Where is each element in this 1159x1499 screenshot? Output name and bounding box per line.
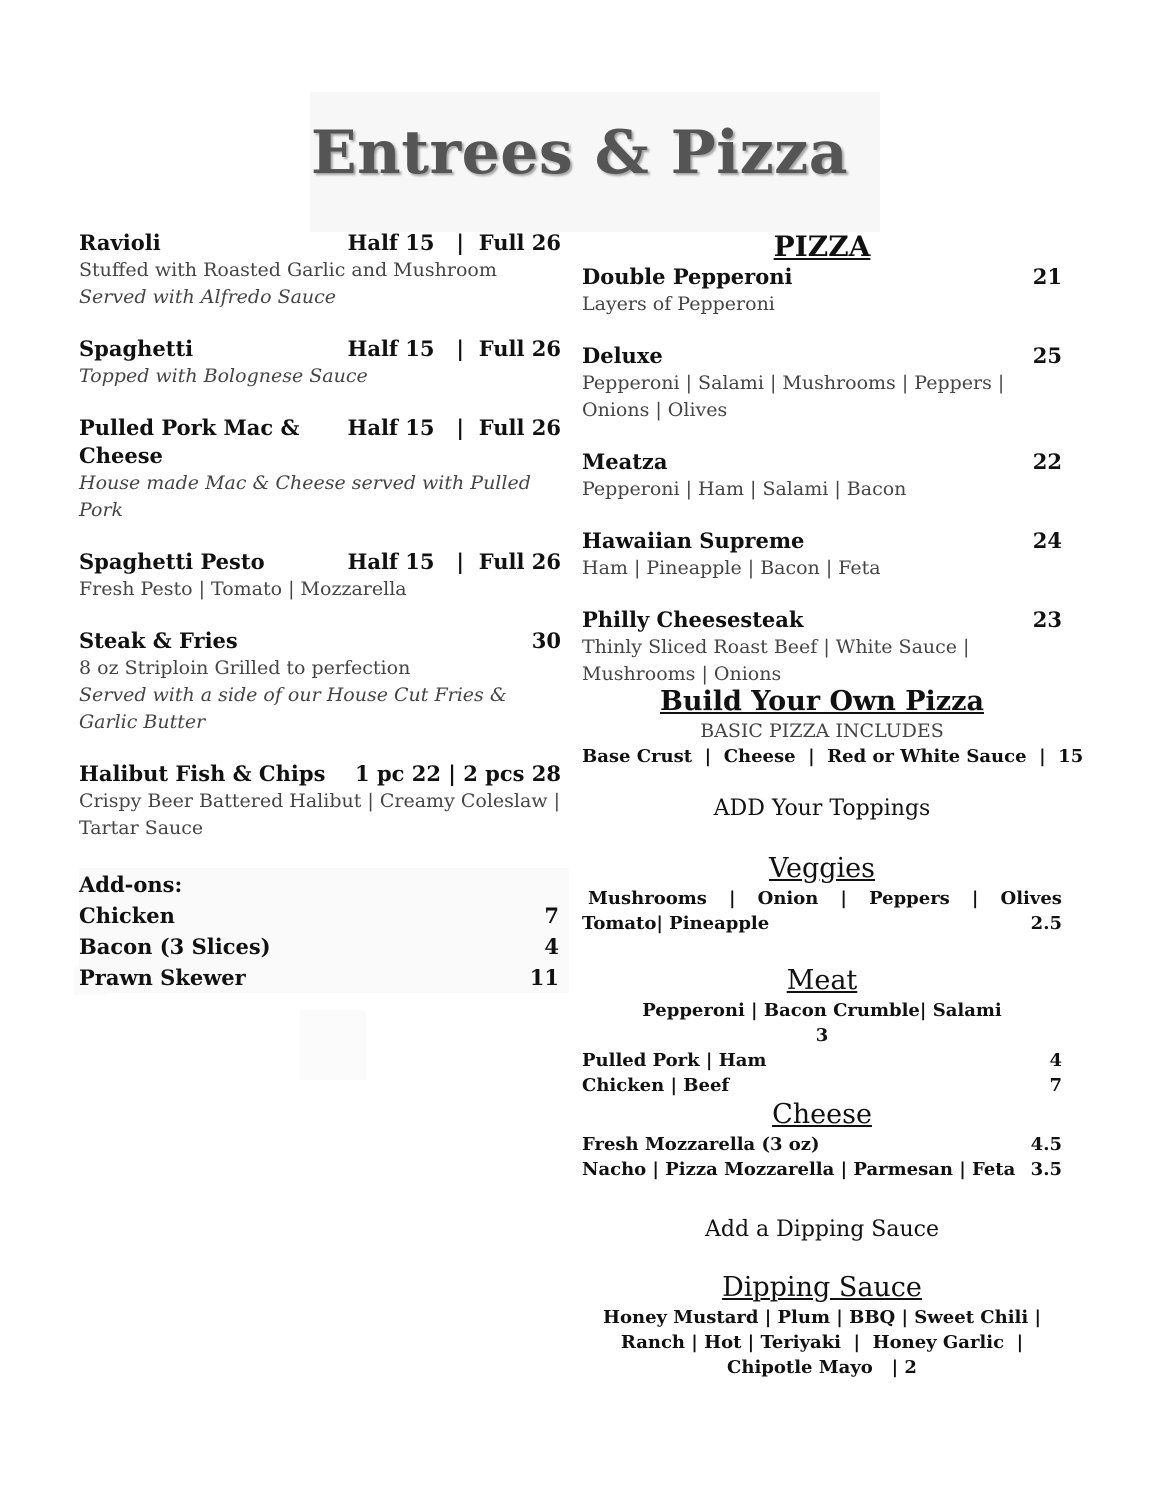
pizza-name: Deluxe — [582, 343, 663, 368]
addon-row — [79, 962, 569, 993]
entree-name: Ravioli — [79, 230, 161, 255]
pizza-header — [582, 606, 1062, 634]
page-title: Entrees & Pizza — [310, 118, 849, 188]
entree-header — [79, 335, 561, 363]
veggies-price: 2.5 — [1030, 913, 1062, 934]
meat-heading: Meat — [786, 965, 858, 996]
entree-description: House made Mac & Cheese served with Pulled Pork — [79, 472, 531, 521]
entree-header — [79, 548, 561, 576]
meat-name: Chicken | Beef — [582, 1075, 730, 1096]
veggie-item: Olives — [1000, 888, 1062, 909]
pizza-header — [582, 448, 1062, 476]
cheese-row — [582, 1157, 1062, 1182]
entree-price: Half 15 | Full 26 — [347, 549, 561, 574]
entree-name: Halibut Fish & Chips — [79, 761, 326, 786]
addon-price: 7 — [544, 903, 559, 928]
pizza-price: 25 — [1032, 343, 1062, 368]
entree-description: Served with Alfredo Sauce — [79, 286, 337, 308]
entree-header — [79, 627, 561, 655]
entree-description: Crispy Beer Battered Halibut | Creamy Coleslaw | Tartar Sauce — [79, 790, 560, 839]
separator: | — [971, 888, 979, 909]
pizza-item — [582, 263, 1062, 318]
veggie-item: Onion — [757, 888, 819, 909]
pizza-price: 24 — [1032, 528, 1062, 553]
pizza-description: Layers of Pepperoni — [582, 293, 775, 315]
addon-price: 4 — [544, 934, 559, 959]
cheese-name: Fresh Mozzarella (3 oz) — [582, 1134, 820, 1155]
pizza-heading: PIZZA — [773, 230, 871, 263]
veggie-item: Peppers — [869, 888, 950, 909]
pizza-name: Meatza — [582, 449, 668, 474]
meat-row — [582, 1048, 1062, 1073]
entree-item — [79, 627, 561, 736]
add-dipping-heading: Add a Dipping Sauce — [705, 1217, 939, 1242]
pizza-description: Thinly Sliced Roast Beef | White Sauce | Mushrooms | Onions — [582, 636, 970, 685]
pizza-column — [582, 229, 1084, 1380]
meat-line-1: Pepperoni | Bacon Crumble| Salami — [642, 1000, 1002, 1021]
pizza-description: Pepperoni | Ham | Salami | Bacon — [582, 478, 907, 500]
entree-price: Half 15 | Full 26 — [347, 336, 561, 361]
addon-row — [79, 900, 569, 931]
meat-name: Pulled Pork | Ham — [582, 1050, 767, 1071]
entree-name: Spaghetti Pesto — [79, 549, 265, 574]
pizza-item — [582, 606, 1062, 688]
cheese-name: Nacho | Pizza Mozzarella | Parmesan | Feta — [582, 1159, 1016, 1180]
build-includes: Base Crust | Cheese | Red or White Sauce | 15 — [582, 746, 1084, 767]
pizza-price: 21 — [1032, 264, 1062, 289]
pizza-name: Philly Cheesesteak — [582, 607, 804, 632]
entree-price: 1 pc 22 | 2 pcs 28 — [355, 761, 561, 786]
cheese-heading: Cheese — [772, 1099, 872, 1130]
cheese-price: 4.5 — [1030, 1134, 1062, 1155]
pizza-price: 23 — [1032, 607, 1062, 632]
entree-item — [79, 229, 561, 311]
entree-item — [79, 760, 561, 842]
faint-block — [300, 1010, 366, 1080]
pizza-name: Hawaiian Supreme — [582, 528, 805, 553]
entree-description: Fresh Pesto | Tomato | Mozzarella — [79, 578, 407, 600]
entree-description: 8 oz Striploin Grilled to perfection — [79, 657, 411, 679]
entree-name: Spaghetti — [79, 336, 194, 361]
separator: | — [840, 888, 847, 909]
veggies-line-2 — [582, 911, 1062, 936]
veggies-line-1 — [582, 886, 1062, 911]
meat-row — [582, 1073, 1062, 1098]
meat-line-1-price: 3 — [815, 1025, 829, 1046]
entree-price: 30 — [531, 628, 561, 653]
addon-price: 11 — [529, 965, 559, 990]
pizza-name: Double Pepperoni — [582, 264, 793, 289]
entree-item — [79, 548, 561, 603]
cheese-price: 3.5 — [1030, 1159, 1062, 1180]
meat-price: 4 — [1049, 1050, 1062, 1071]
dipping-line: Chipotle Mayo | 2 — [727, 1357, 917, 1378]
addons-section — [79, 868, 569, 993]
addons-heading: Add-ons: — [79, 872, 183, 897]
pizza-description: Pepperoni | Salami | Mushrooms | Peppers | Onions | Olives — [582, 372, 1005, 421]
entree-header — [79, 229, 561, 257]
pizza-item — [582, 342, 1062, 424]
addon-name: Bacon (3 Slices) — [79, 934, 271, 959]
entree-header — [79, 414, 561, 470]
entree-description: Topped with Bolognese Sauce — [79, 365, 368, 387]
addon-name: Chicken — [79, 903, 175, 928]
veggies-line-2-items: Tomato| Pineapple — [582, 913, 770, 934]
entree-item — [79, 414, 561, 524]
pizza-header — [582, 342, 1062, 370]
addon-name: Prawn Skewer — [79, 965, 246, 990]
entree-price: Half 15 | Full 26 — [347, 230, 561, 255]
build-heading: Build Your Own Pizza — [660, 686, 984, 717]
entrees-column — [79, 229, 561, 993]
dipping-heading: Dipping Sauce — [722, 1272, 922, 1303]
entree-name: Pulled Pork Mac & Cheese — [79, 415, 300, 468]
meat-price: 7 — [1049, 1075, 1062, 1096]
separator: | — [729, 888, 736, 909]
entree-name: Steak & Fries — [79, 628, 238, 653]
entree-item — [79, 335, 561, 390]
entree-description: Served with a side of our House Cut Fries & Garlic Butter — [79, 684, 507, 733]
toppings-heading: ADD Your Toppings — [713, 796, 931, 821]
veggie-item: Mushrooms — [588, 888, 707, 909]
cheese-row — [582, 1132, 1062, 1157]
pizza-header — [582, 527, 1062, 555]
pizza-item — [582, 527, 1062, 582]
veggies-heading: Veggies — [768, 853, 876, 884]
entree-price: Half 15 | Full 26 — [347, 415, 561, 440]
pizza-item — [582, 448, 1062, 503]
addon-row — [79, 931, 569, 962]
build-sub: BASIC PIZZA INCLUDES — [700, 720, 944, 742]
dipping-line: Ranch | Hot | Teriyaki | Honey Garlic | — [620, 1332, 1024, 1353]
pizza-header — [582, 263, 1062, 291]
entree-description: Stuffed with Roasted Garlic and Mushroom — [79, 259, 497, 281]
pizza-description: Ham | Pineapple | Bacon | Feta — [582, 557, 881, 579]
pizza-price: 22 — [1032, 449, 1062, 474]
dipping-line: Honey Mustard | Plum | BBQ | Sweet Chili | — [602, 1307, 1042, 1328]
entree-header — [79, 760, 561, 788]
